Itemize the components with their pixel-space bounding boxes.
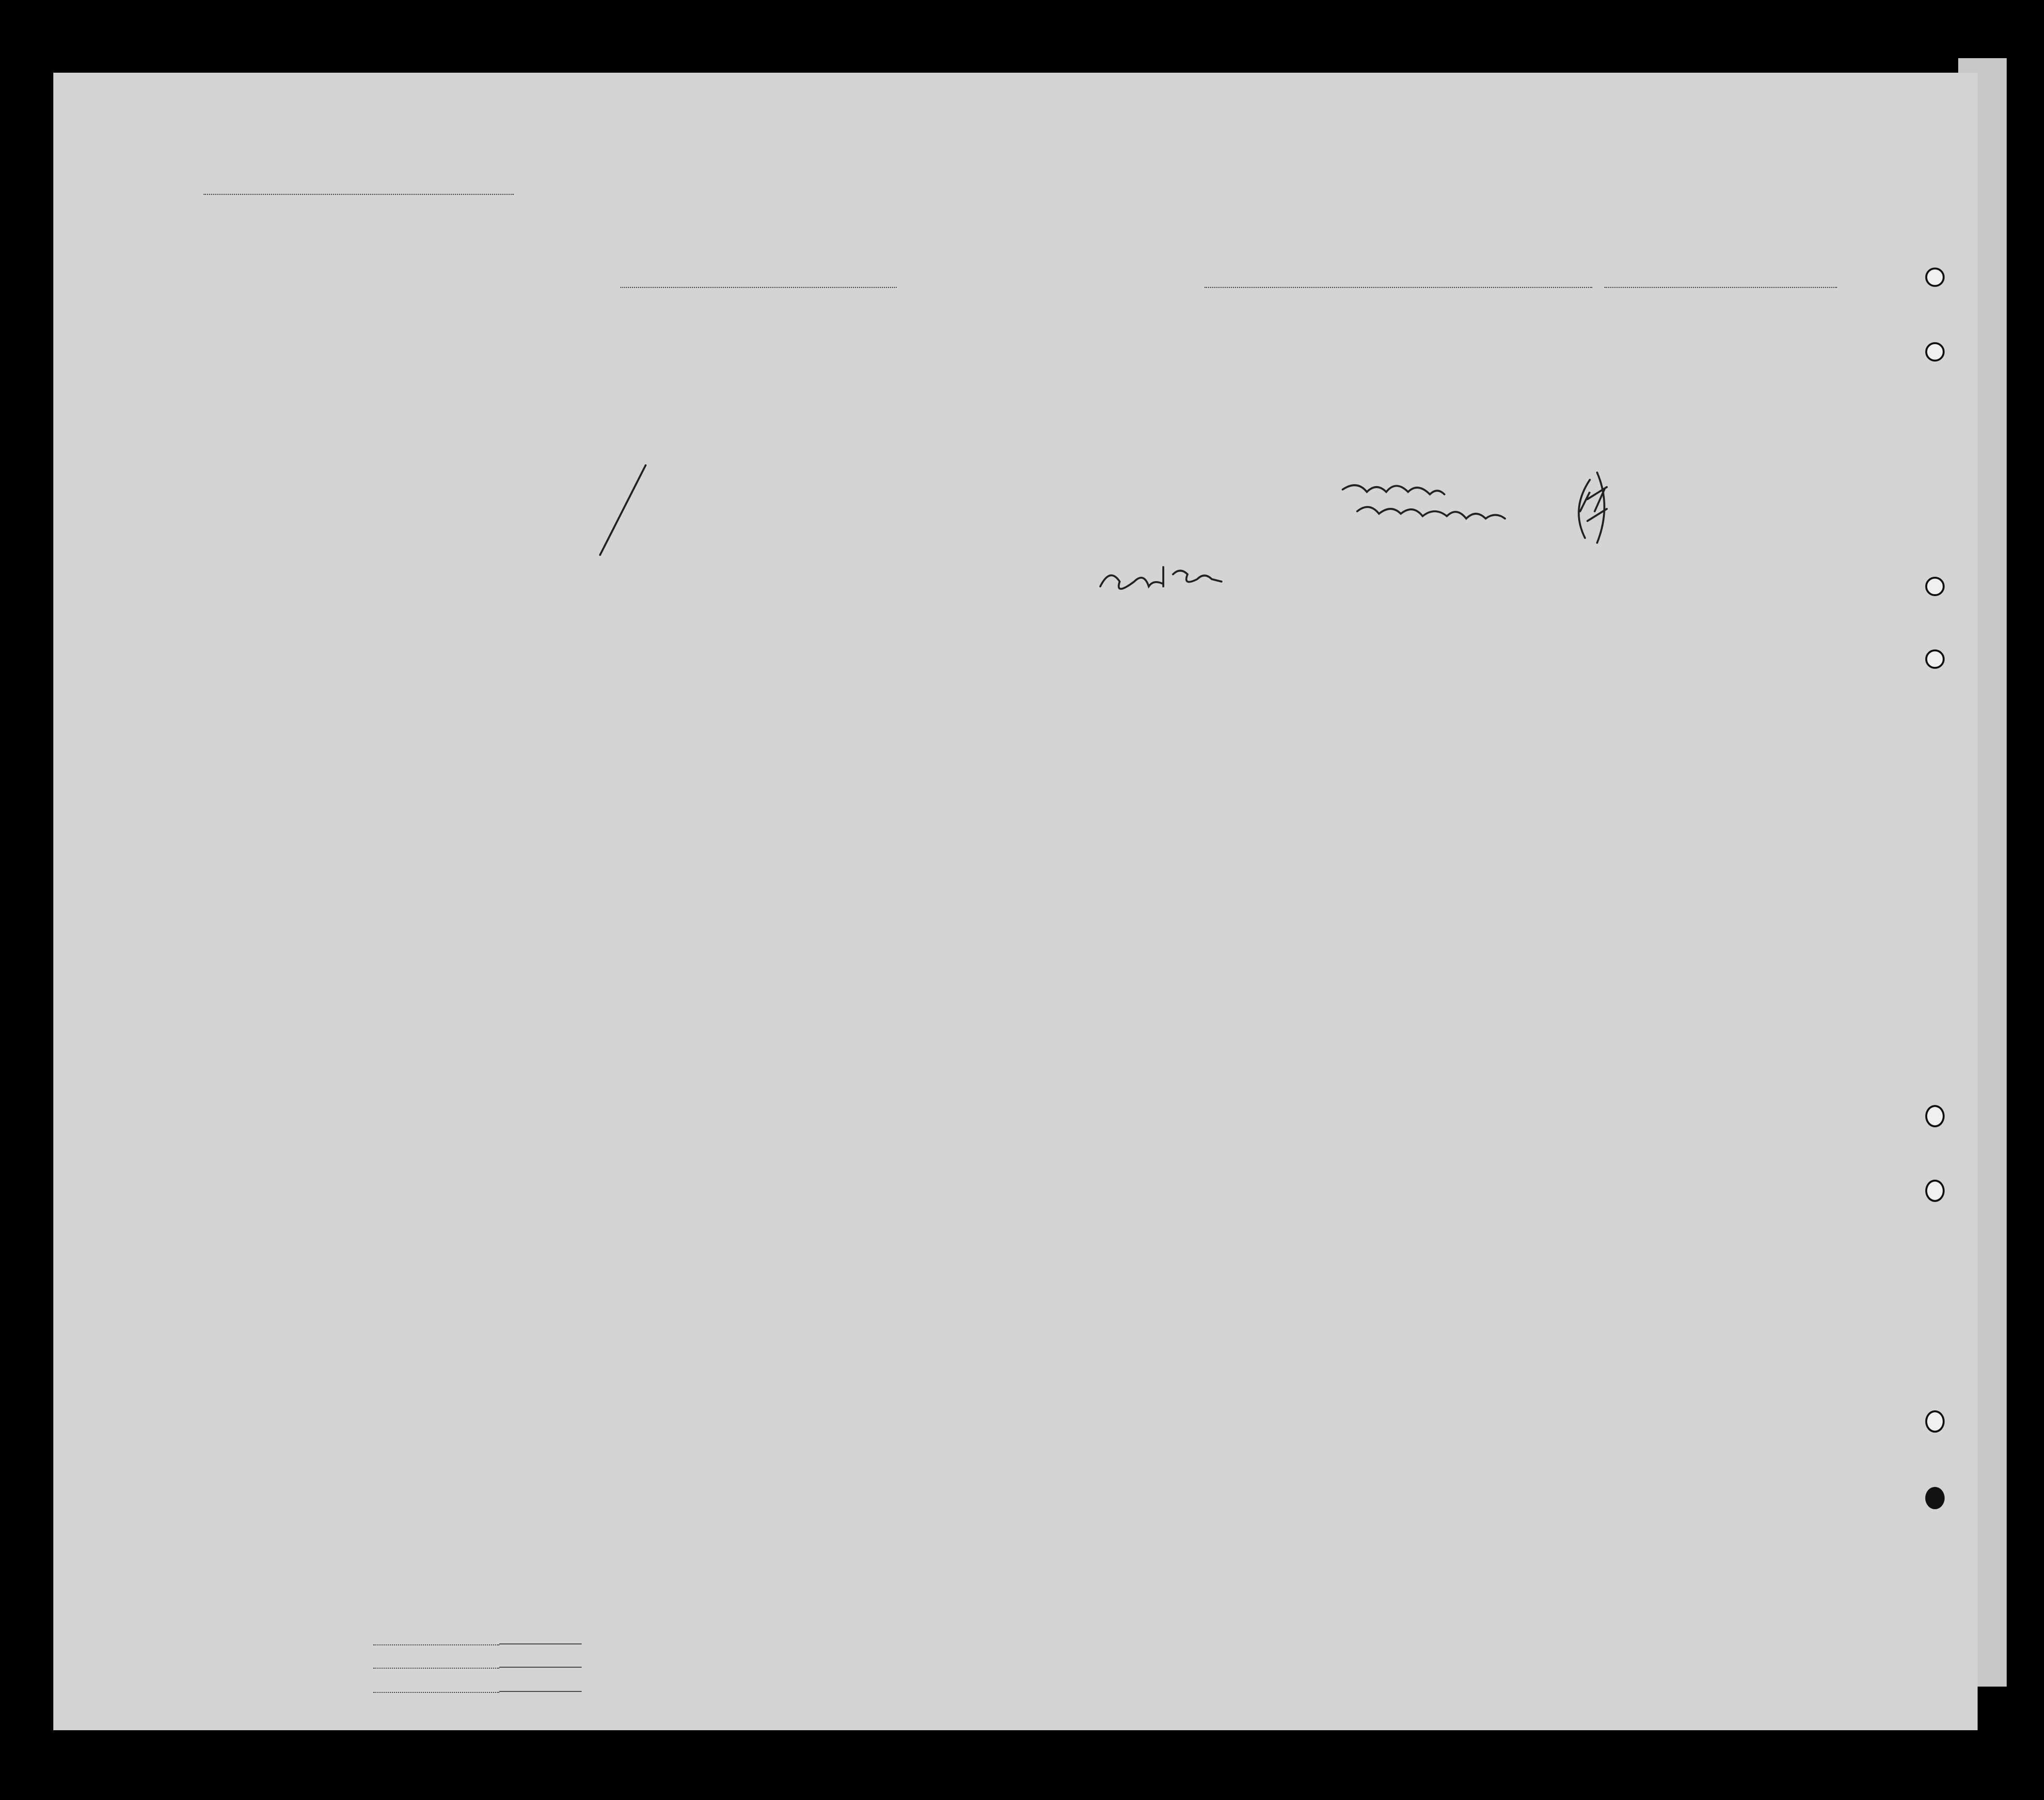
binder-hole <box>1925 1487 1945 1509</box>
aliens-blank <box>499 1691 582 1692</box>
aliens-dots <box>373 1692 499 1693</box>
binder-hole <box>1925 649 1945 669</box>
binder-hole <box>1925 1410 1945 1433</box>
visa-scrawl-1 <box>1343 485 1444 494</box>
binder-hole <box>1925 268 1945 287</box>
visa-scrawl-2 <box>1357 507 1505 519</box>
binder-hole <box>1925 1105 1945 1127</box>
handwritten-annotations <box>53 73 1978 1730</box>
age-mos-slash <box>600 465 646 555</box>
binder-hole <box>1925 577 1945 596</box>
total-dots <box>373 1644 499 1645</box>
race-scrawl <box>1100 575 1163 589</box>
citizens-blank <box>499 1667 582 1668</box>
manifest-sheet <box>53 73 1978 1730</box>
total-blank <box>499 1643 582 1644</box>
binder-hole <box>1925 342 1945 362</box>
citizens-dots <box>373 1668 499 1669</box>
race-scrawl-2 <box>1163 567 1221 586</box>
binder-hole <box>1925 1180 1945 1202</box>
